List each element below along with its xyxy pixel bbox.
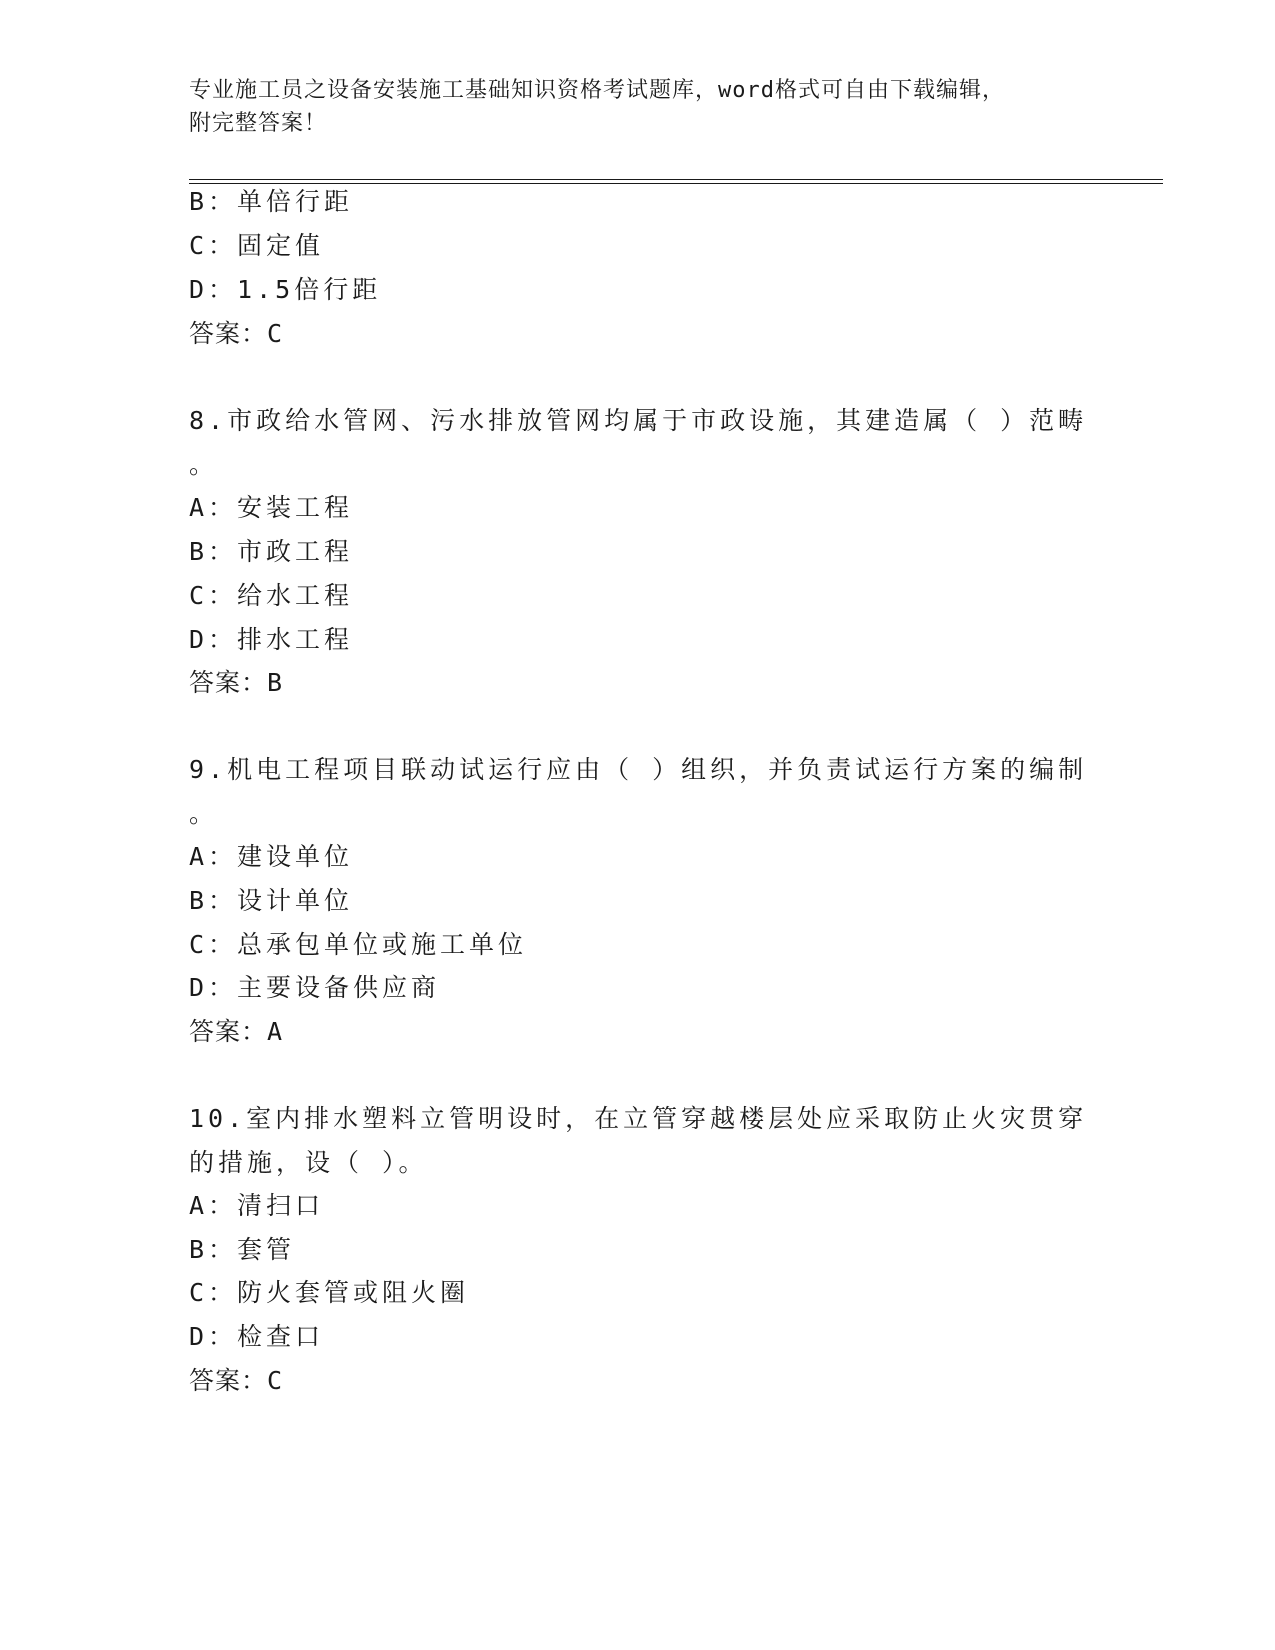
answer-line: 答案：C xyxy=(189,319,284,348)
question-8-stem: 8.市政给水管网、污水排放管网均属于市政设施，其建造属（ ）范畴 xyxy=(189,406,1088,435)
question-9-option-d: D：主要设备供应商 xyxy=(189,973,441,1002)
header-title-line-2: 附完整答案！ xyxy=(189,111,328,136)
option-b: B：单倍行距 xyxy=(189,187,354,216)
question-9-option-c: C：总承包单位或施工单位 xyxy=(189,930,528,959)
question-9-option-b: B：设计单位 xyxy=(189,886,354,915)
question-10-option-b: B：套管 xyxy=(189,1235,296,1264)
question-8-option-b: B：市政工程 xyxy=(189,537,354,566)
question-9-answer: 答案：A xyxy=(189,1017,284,1046)
question-9-option-a: A：建设单位 xyxy=(189,842,354,871)
question-8-answer: 答案：B xyxy=(189,668,284,697)
question-10-option-d: D：检查口 xyxy=(189,1322,325,1351)
question-9-stem-cont: 。 xyxy=(189,799,219,828)
question-9-stem: 9.机电工程项目联动试运行应由（ ）组织，并负责试运行方案的编制 xyxy=(189,755,1088,784)
header-divider xyxy=(189,179,1163,184)
question-8-option-c: C：给水工程 xyxy=(189,581,354,610)
document-header xyxy=(189,74,1089,140)
header-title-line-1: 专业施工员之设备安装施工基础知识资格考试题库，word格式可自由下载编辑， xyxy=(189,78,1005,103)
option-d: D：1.5倍行距 xyxy=(189,275,382,304)
question-8-option-a: A：安装工程 xyxy=(189,493,354,522)
question-10-answer: 答案：C xyxy=(189,1366,284,1395)
question-10-option-c: C：防火套管或阻火圈 xyxy=(189,1278,470,1307)
question-10-stem-cont: 的措施，设（ ）。 xyxy=(189,1148,428,1177)
question-10-option-a: A：清扫口 xyxy=(189,1191,325,1220)
question-10-stem: 10.室内排水塑料立管明设时，在立管穿越楼层处应采取防止火灾贯穿 xyxy=(189,1104,1088,1133)
question-8-option-d: D：排水工程 xyxy=(189,625,354,654)
option-c: C：固定值 xyxy=(189,231,325,260)
question-8-stem-cont: 。 xyxy=(189,450,219,479)
